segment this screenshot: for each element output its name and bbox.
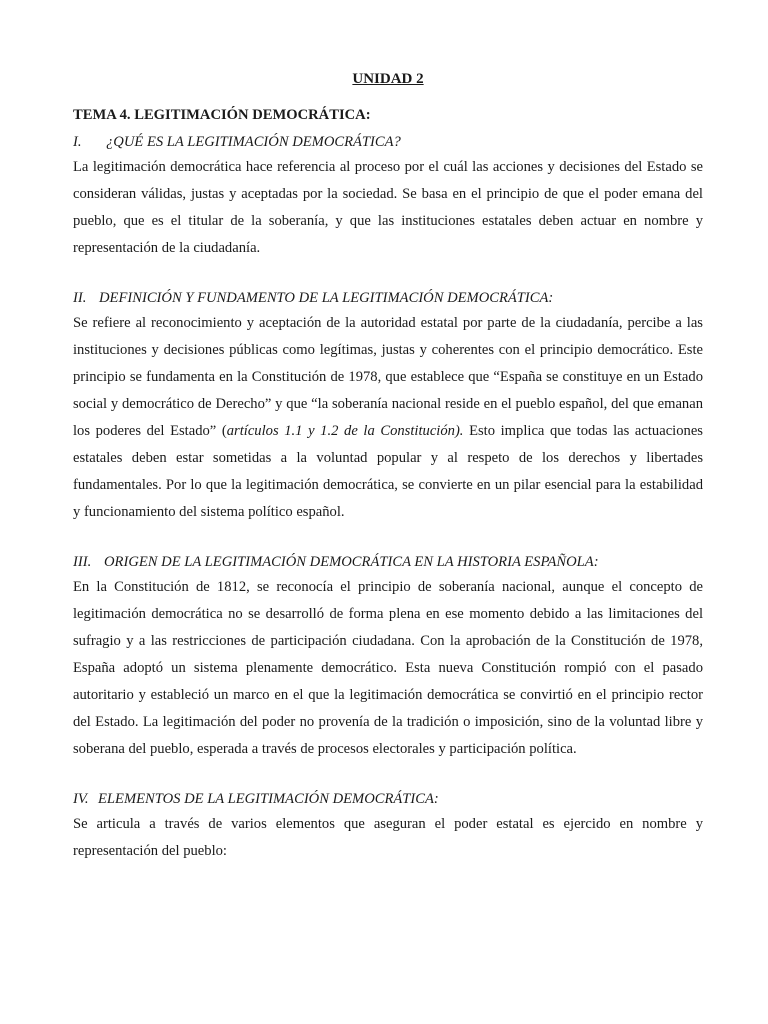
section-heading-4	[73, 787, 703, 811]
unit-title: UNIDAD 2	[352, 71, 424, 87]
section-heading-3	[73, 550, 703, 574]
tema-title: TEMA 4. LEGITIMACIÓN DEMOCRÁTICA:	[73, 107, 371, 123]
constitution-citation: artículos 1.1 y 1.2 de la Constitución).	[226, 423, 464, 439]
section-title-3: ORIGEN DE LA LEGITIMACIÓN DEMOCRÁTICA EN LA HISTORIA ESPAÑOLA:	[104, 554, 599, 570]
section-paragraph-4: Se articula a través de varios elementos que aseguran el poder estatal es ejercido en nombre y representación del pueblo:	[73, 816, 703, 859]
section-number-1: I.	[73, 134, 82, 150]
document-page	[73, 68, 703, 865]
section-paragraph-2-part-2: Esto implica que todas las actuaciones estatales deben estar sometidas a la voluntad popular y al respeto de los derechos y libertades fundamentales. Por lo que la legitimación democrática, se convierte en un pilar esencial para la estabilidad y funcionamiento del sistema político español.	[73, 423, 703, 520]
section-paragraph-3: En la Constitución de 1812, se reconocía el principio de soberanía nacional, aunque el concepto de legitimación democrática no se desarrolló de forma plena en ese momento debido a las limitaciones del sufragio y a las restricciones de participación ciudadana. Con la aprobación de la Constitución de 1978, España adoptó un sistema plenamente democrático. Esta nueva Constitución rompió con el pasado autoritario y estableció un marco en el que la legitimación democrática se convirtió en el principio rector del Estado. La legitimación del poder no provenía de la tradición o imposición, sino de la voluntad libre y soberana del pueblo, esperada a través de procesos electorales y participación política.	[73, 579, 703, 757]
section-title-1: ¿QUÉ ES LA LEGITIMACIÓN DEMOCRÁTICA?	[106, 134, 401, 150]
section-heading-1	[73, 130, 703, 154]
section-title-4: ELEMENTOS DE LA LEGITIMACIÓN DEMOCRÁTICA:	[98, 791, 439, 807]
section-paragraph-2	[73, 310, 703, 526]
section-paragraph-2-part-1: Se refiere al reconocimiento y aceptación de la autoridad estatal por parte de la ciudadanía, percibe a las instituciones y decisiones públicas como legítimas, justas y coherentes con el principio democrático. Este principio se fundamenta en la Constitución de 1978, que establece que “España se constituye en un Estado social y democrático de Derecho” y que “la soberanía nacional reside en el pueblo español, del que emanan los poderes del Estado” (	[73, 315, 703, 439]
section-number-2: II.	[73, 290, 87, 306]
section-title-2: DEFINICIÓN Y FUNDAMENTO DE LA LEGITIMACIÓN DEMOCRÁTICA:	[99, 290, 554, 306]
section-heading-2	[73, 286, 703, 310]
section-number-4: IV.	[73, 791, 89, 807]
section-paragraph-1: La legitimación democrática hace referencia al proceso por el cuál las acciones y decisiones del Estado se consideran válidas, justas y aceptadas por la sociedad. Se basa en el principio de que el poder emana del pueblo, que es el titular de la soberanía, y que las instituciones estatales deben actuar en nombre y representación de la ciudadanía.	[73, 159, 703, 256]
section-number-3: III.	[73, 554, 92, 570]
